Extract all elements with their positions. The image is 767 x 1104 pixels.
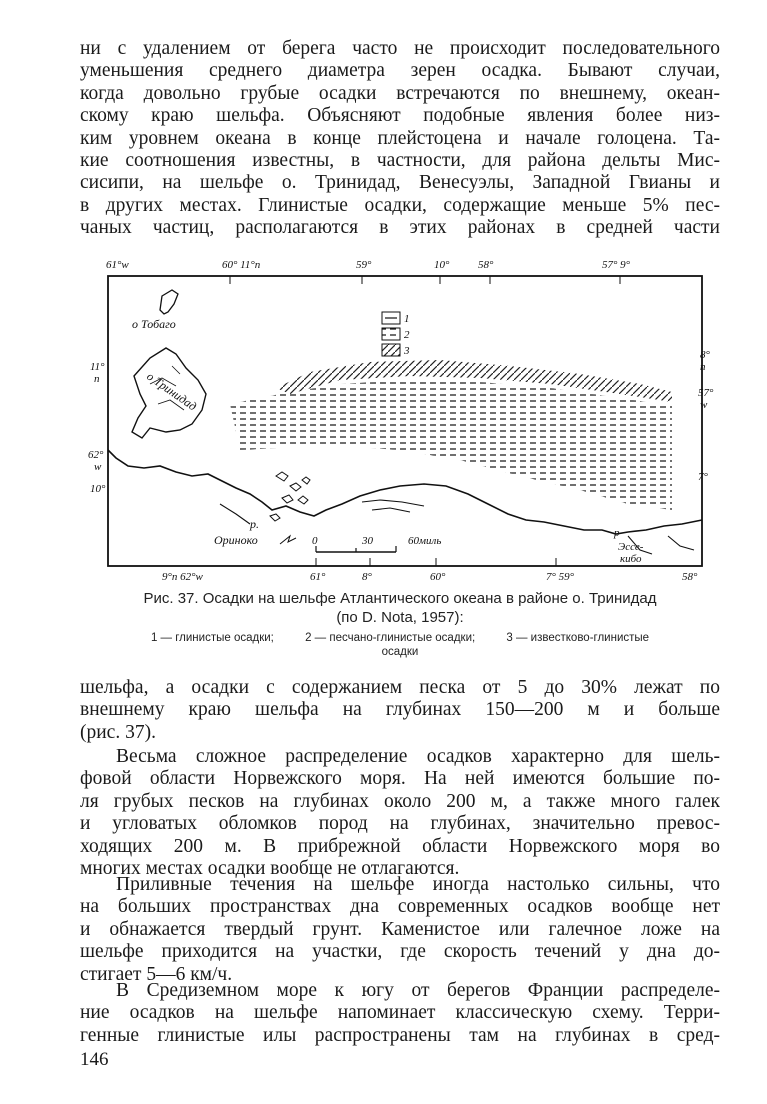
- coord-label: 8°: [362, 571, 372, 583]
- text-line: ля грубых песков на глубинах около 200 м, а также много галек: [80, 790, 720, 812]
- legend-item: 3 — известково-глинистые: [506, 632, 650, 644]
- text-line: в других местах. Глинистые осадки, содержащие меньше 5% пес-: [80, 194, 720, 216]
- coord-label: n: [700, 361, 706, 373]
- coord-label: 61°: [310, 571, 326, 583]
- text-line: на больших пространствах дна современных осадков вообще нет: [80, 896, 720, 918]
- coord-label: 7° 59°: [546, 571, 575, 583]
- text-line: и обнажается твердый грунт. Каменистое или галечное ложе на: [80, 918, 720, 940]
- coord-label: 61°w: [106, 259, 129, 271]
- coord-label: w: [94, 461, 102, 473]
- text-line: скому краю шельфа. Объясняют подобные явления более низ-: [80, 105, 720, 127]
- text-line: Приливные течения на шельфе иногда настолько сильны, что: [116, 874, 720, 895]
- coord-label: 9°n 62°w: [162, 571, 203, 583]
- legend-number: 3: [404, 345, 410, 357]
- page-number: 146: [80, 1049, 109, 1070]
- scale-label: 0: [312, 535, 318, 547]
- caption-line: Рис. 37. Осадки на шельфе Атлантического океана в районе о. Тринидад: [143, 590, 657, 607]
- place-label: Ориноко: [214, 533, 258, 547]
- figure-legend: [80, 631, 720, 659]
- paragraph: [80, 980, 720, 1047]
- place-label: Эссе-: [618, 541, 644, 553]
- legend-number: 2: [404, 329, 410, 341]
- coord-label: w: [700, 399, 708, 411]
- text-line: генные глинистые илы распространены там на глубинах в сред-: [80, 1024, 720, 1046]
- legend-number: 1: [404, 313, 410, 325]
- coord-label: n: [94, 373, 100, 385]
- figure-caption: [80, 589, 720, 627]
- place-label: р.: [250, 517, 259, 531]
- place-label: о Тобаго: [132, 317, 176, 331]
- text-line: чаных частиц, располагаются в этих районах в средней части: [80, 217, 720, 239]
- coord-label: 11°: [90, 361, 105, 373]
- coord-label: 60° 11°n: [222, 259, 261, 271]
- coord-label: 8°: [700, 349, 710, 361]
- text-line: шельфа, а осадки с содержанием песка от 5 до 30% лежат по: [80, 677, 720, 698]
- text-line: шельфе приходится на участки, где скорость течений у дна до-: [80, 941, 720, 963]
- text-line: внешнему краю шельфа на глубинах 150—200 м и больше: [80, 699, 720, 721]
- caption-line: (по D. Nota, 1957):: [336, 609, 464, 626]
- text-line: когда довольно грубые осадки встречаются по внешнему, океан-: [80, 82, 720, 104]
- coord-label: 58°: [682, 571, 698, 583]
- coord-label: 7°: [698, 471, 708, 483]
- text-line: кие соотношения известны, в частности, для района дельты Мис-: [80, 150, 720, 172]
- coord-label: 57° 9°: [602, 259, 631, 271]
- scale-label: 60миль: [408, 535, 442, 547]
- coord-label: 10°: [434, 259, 450, 271]
- text-line: ние осадков на шельфе напоминает классическую схему. Терри-: [80, 1002, 720, 1024]
- coord-label: 62°: [88, 449, 104, 461]
- paragraph: [80, 677, 720, 744]
- legend-item: 1 — глинистые осадки;: [150, 632, 274, 644]
- coord-label: 57°: [698, 387, 714, 399]
- text-line: сисипи, на шельфе о. Тринидад, Венесуэлы, Западной Гвианы и: [80, 172, 720, 194]
- text-line: стигает 5—6 км/ч.: [80, 963, 233, 985]
- legend-tail: осадки: [381, 646, 419, 658]
- map-legend: [382, 312, 410, 357]
- paragraph-top: [80, 38, 720, 240]
- text-line: (рис. 37).: [80, 721, 156, 743]
- text-line: ни с удалением от берега часто не происходит последовательного: [80, 38, 720, 59]
- scale-label: 30: [362, 535, 373, 547]
- text-line: ходящих 200 м. В прибрежной области Норвежского моря во: [80, 835, 720, 857]
- text-line: и угловатых обломков пород на глубинах, значительно превос-: [80, 813, 720, 835]
- paragraph: [80, 746, 720, 880]
- coord-label: 60°: [430, 571, 446, 583]
- text-line: многих местах осадки вообще не отлагаются.: [80, 858, 460, 880]
- paragraph: [80, 874, 720, 986]
- text-line: ким уровнем океана в конце плейстоцена и начале голоцена. Та-: [80, 127, 720, 149]
- place-label: р: [614, 527, 620, 539]
- text-line: уменьшения среднего диаметра зерен осадка. Бывают случаи,: [80, 60, 720, 82]
- place-label: кибо: [620, 553, 642, 565]
- text-line: В Средиземном море к югу от берегов Франции распределе-: [116, 980, 720, 1001]
- legend-item: 2 — песчано-глинистые осадки;: [305, 632, 476, 644]
- text-line: Весьма сложное распределение осадков характерно для шель-: [116, 746, 720, 767]
- tobago-island: [160, 290, 178, 314]
- figure-37-map: [80, 254, 720, 586]
- text-line: фовой области Норвежского моря. На ней имеются большие по-: [80, 768, 720, 790]
- coord-label: 58°: [478, 259, 494, 271]
- place-label: о Тринидад: [144, 368, 200, 414]
- coord-label: 10°: [90, 483, 106, 495]
- coord-label: 59°: [356, 259, 372, 271]
